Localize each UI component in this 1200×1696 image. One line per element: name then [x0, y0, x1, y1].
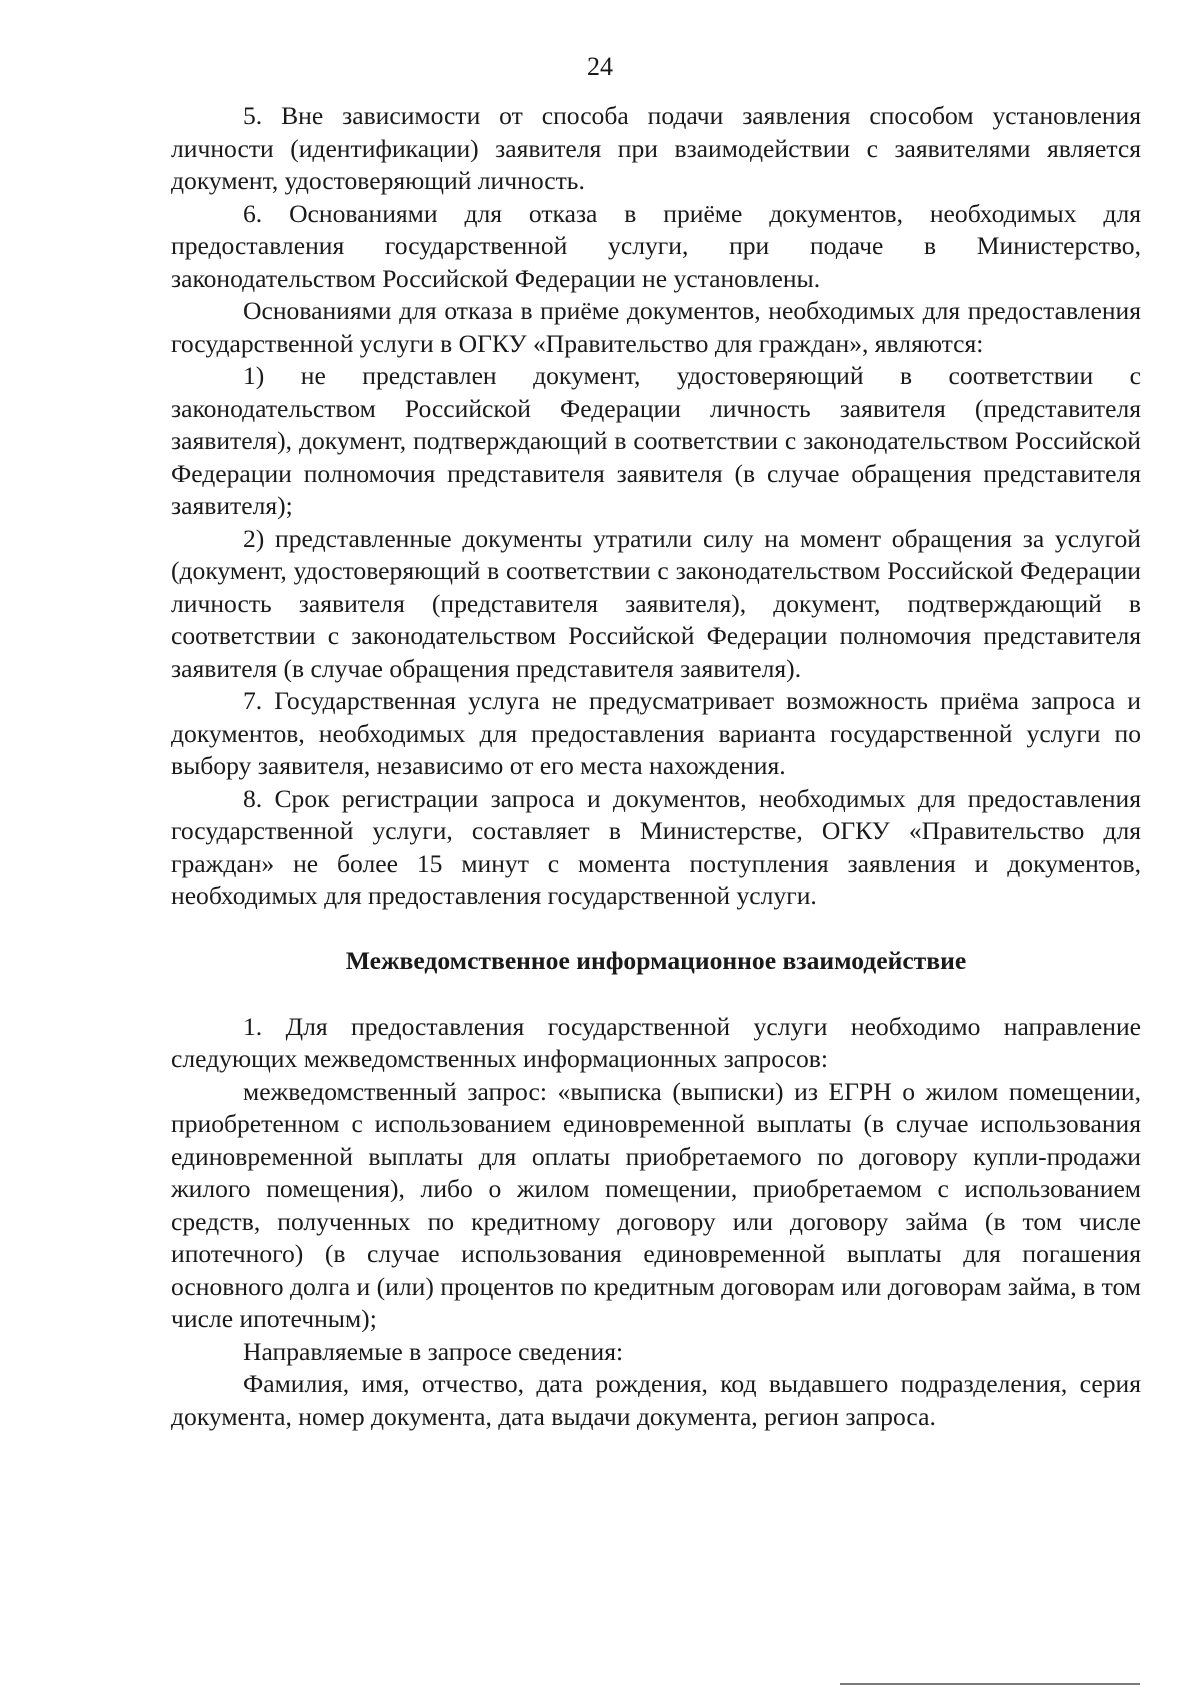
paragraph-request-fields: Фамилия, имя, отчество, дата рождения, код выдавшего подразделения, серия документа, номер документа, дата выдачи документа, регион запроса.: [171, 1369, 1141, 1431]
paragraph-extraterritorial: 7. Государственная услуга не предусматривает возможность приёма запроса и документов, необходимых для предоставления варианта государственной услуги по выбору заявителя, независимо от его места нахождения.: [171, 686, 1141, 780]
document-body: [171, 100, 1141, 1433]
page-number: 24: [587, 52, 613, 81]
paragraph-identification: 5. Вне зависимости от способа подачи заявления способом установления личности (идентификации) заявителя при взаимодействии с заявителями является документ, удостоверяющий личность.: [171, 101, 1141, 195]
footer-divider: [840, 1683, 1140, 1685]
list-item-refusal-2: 2) представленные документы утратили силу на момент обращения за услугой (документ, удостоверяющий в соответствии с законодательством Российской Федерации личность заявителя (представителя заявителя), документ, подтверждающий в соответствии с законодательством Российской Федерации полномочия представителя заявителя (в случае обращения представителя заявителя).: [171, 523, 1141, 683]
paragraph-refusal-ministry: 6. Основаниями для отказа в приёме документов, необходимых для предоставления государственной услуги, при подаче в Министерство, законодательством Российской Федерации не установлены.: [171, 198, 1141, 293]
paragraph-registration-term: 8. Срок регистрации запроса и документов, необходимых для предоставления государственной услуги, составляет в Министерстве, ОГКУ «Правительство для граждан» не более 15 минут с момента поступления заявления и документов, необходимых для предоставления государственной услуги.: [171, 783, 1141, 910]
paragraph-request-info-label: Направляемые в запросе сведения:: [243, 1336, 624, 1366]
section-heading: Межведомственное информационное взаимодействие: [345, 945, 967, 975]
paragraph-egrn-request: межведомственный запрос: «выписка (выписки) из ЕГРН о жилом помещении, приобретенном с использованием единовременной выплаты (в случае использования единовременной выплаты для оплаты приобретаемого по договору купли-продажи жилого помещения), либо о жилом помещении, приобретаемом с использованием средств, полученных по кредитному договору или договору займа (в том числе ипотечного) (в случае использования единовременной выплаты для погашения основного долга и (или) процентов по кредитным договорам или договорам займа, в том числе ипотечным);: [171, 1076, 1141, 1333]
paragraph-interagency-requests: 1. Для предоставления государственной услуги необходимо направление следующих межведомственных информационных запросов:: [171, 1011, 1141, 1073]
list-item-refusal-1: 1) не представлен документ, удостоверяющий в соответствии с законодательством Российской Федерации личность заявителя (представителя заявителя), документ, подтверждающий в соответствии с законодательством Российской Федерации полномочия представителя заявителя (в случае обращения представителя заявителя);: [171, 361, 1141, 520]
paragraph-refusal-ogku: Основаниями для отказа в приёме документов, необходимых для предоставления государственной услуги в ОГКУ «Правительство для граждан», являются:: [171, 296, 1141, 358]
